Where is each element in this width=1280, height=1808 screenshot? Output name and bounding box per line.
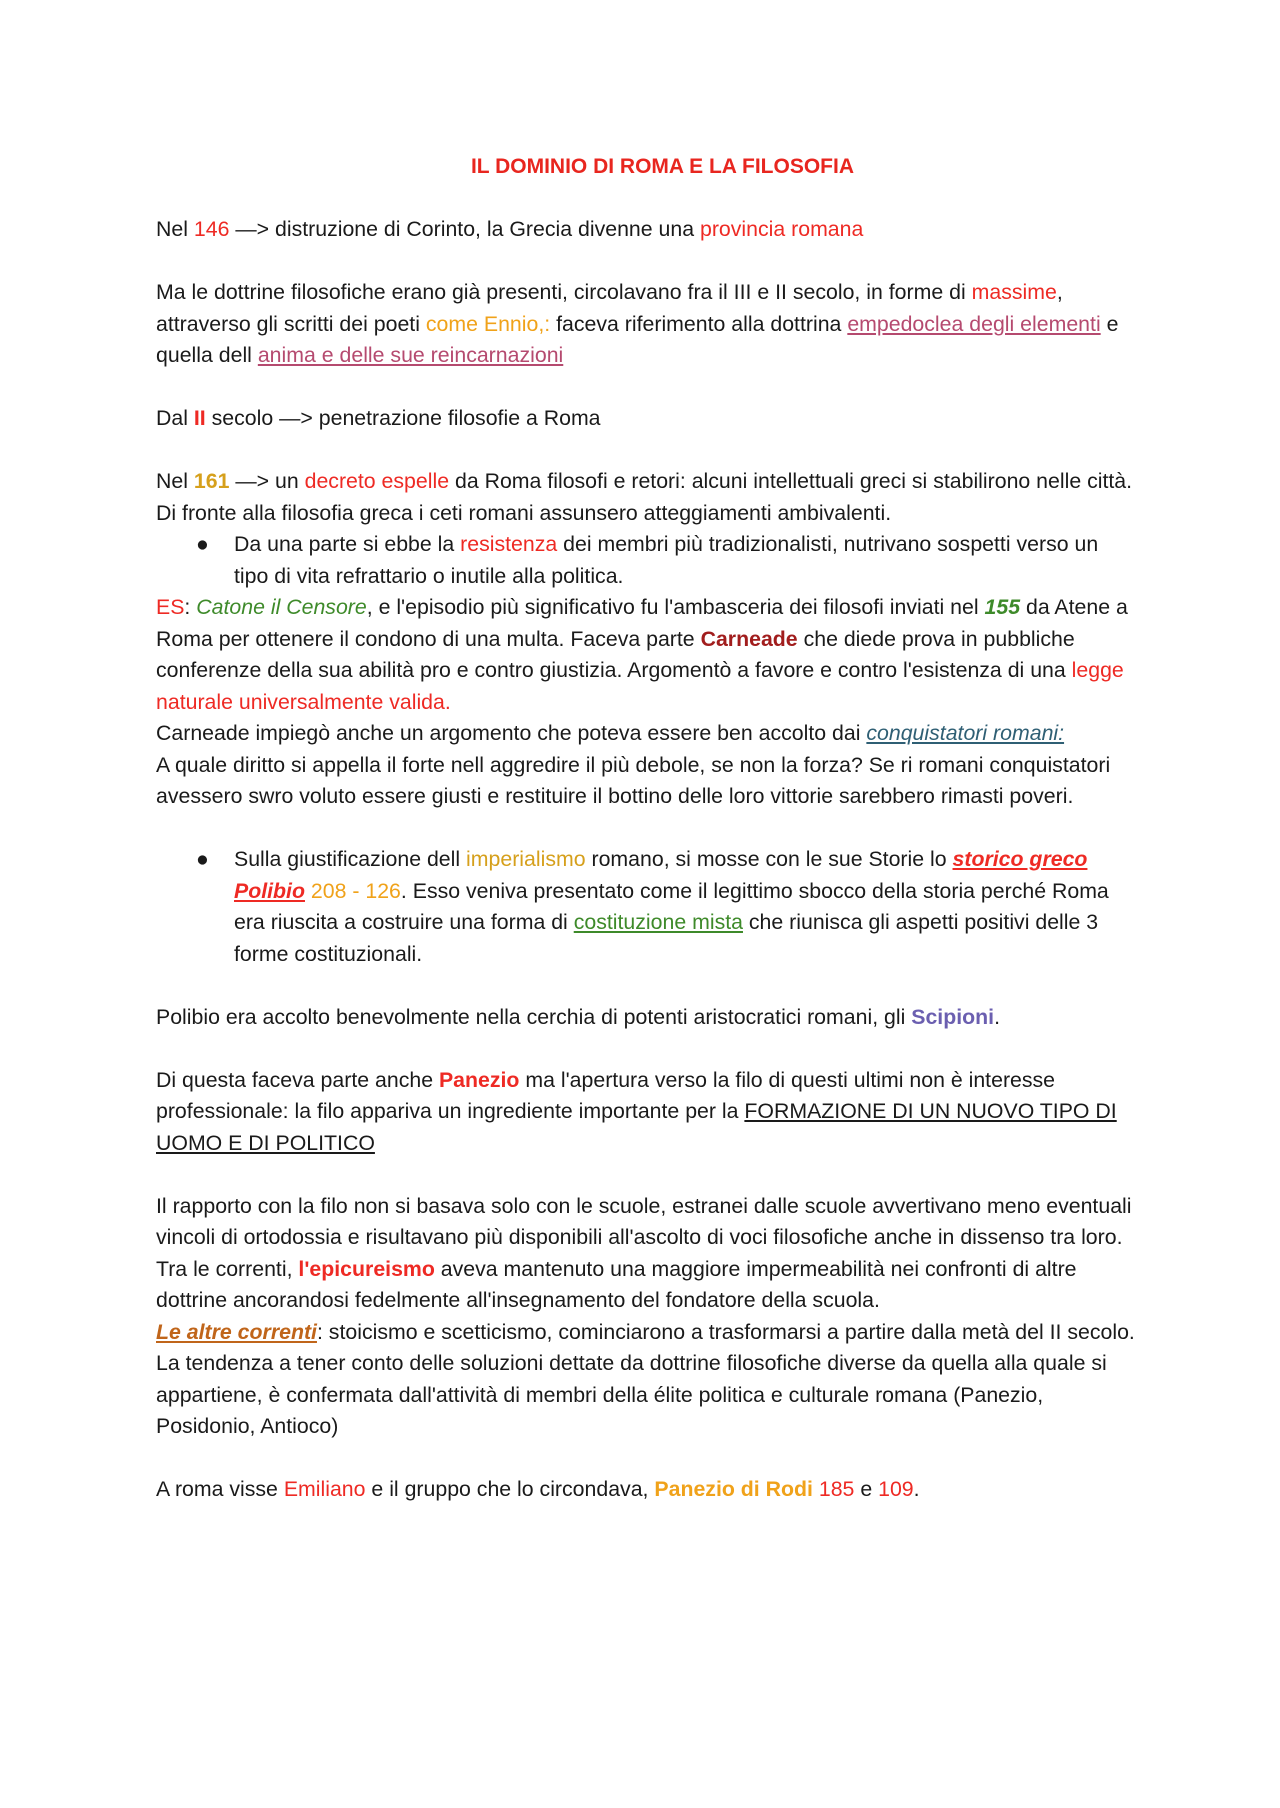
text: e [854,1477,879,1501]
highlight-provincia-romana: provincia romana [699,217,864,241]
bullet-icon: ● [196,532,209,556]
text: . [913,1477,920,1501]
text: Polibio era accolto benevolmente nella cerchia di potenti aristocratici romani, gli [156,1004,912,1029]
paragraph-question: A quale diritto si appella il forte nell aggredire il più debole, se non la forza? Se ri romani conquistatori avessero swro voluto essere giusti e restituire il bottino delle loro vittorie sarebbero rimasti poveri. [156,752,1111,808]
text: secolo —> penetrazione filosofie a Roma [205,406,601,430]
text: Ma le dottrine filosofiche erano già presenti, circolavano fra il III e II secolo, in forme di [156,280,972,304]
label-es: ES [156,595,185,619]
highlight-year-146: 146 [193,217,230,241]
paragraph-schools [156,1191,1135,1317]
text: Il rapporto con la filo non si basava solo con le scuole, estranei dalle scuole avvertivano meno eventuali vincoli di ortodossia e risultavano più disponibili all'ascolto di voci filosofiche anche in dissenso tra loro. Tra le correnti, [156,1193,1132,1281]
text: : stoicismo e scetticismo, cominciarono a trasformarsi a partire dalla metà del II secolo. [316,1319,1135,1344]
highlight-imperialismo: imperialismo [466,847,586,871]
highlight-panezio-di-rodi: Panezio di Rodi [654,1477,813,1501]
highlight-massime: massime [971,280,1057,304]
highlight-ennio: come Ennio,: [425,311,551,336]
underline-formazione: FORMAZIONE DI UN NUOVO TIPO DI UOMO E DI POLITICO [156,1099,1117,1155]
text: aveva mantenuto una maggiore impermeabilità nei confronti di altre dottrine ancorandosi fedelmente all'insegnamento del fondatore della scuola. [156,1256,1077,1312]
text: —> un [229,469,305,493]
paragraph-penetration [156,403,1135,435]
highlight-scipioni: Scipioni [911,1004,995,1029]
paragraph-corinth [156,214,1135,246]
paragraph-scipioni [156,1002,1135,1034]
text: e il gruppo che lo circondava, [365,1477,655,1501]
link-altre-correnti: Le altre correnti [156,1319,317,1344]
text: che diede prova in pubbliche conferenze della sua abilità pro e contro giustizia. Argomentò a favore e contro l'esistenza di una [156,626,1075,682]
paragraph-other-currents [156,1317,1135,1349]
highlight-storico-polibio: storico greco Polibio [234,847,1088,903]
paragraph-doctrines [156,277,1135,372]
highlight-carneade: Carneade [700,626,798,651]
text: romano, si mosse con le sue Storie lo [585,847,953,871]
link-anima-reincarnazioni: anima e delle sue reincarnazioni [257,343,564,367]
text: —> distruzione di Corinto, la Grecia divenne una [229,217,700,241]
text: , e l'episodio più significativo fu l'ambasceria dei filosofi inviati nel [366,595,985,619]
text: e quella dell [156,311,1119,367]
paragraph-catone [156,592,1135,718]
page-title: IL DOMINIO DI ROMA E LA FILOSOFIA [470,155,855,178]
text: . Esso veniva presentato come il legittimo sbocco della storia perché Roma era riuscita a costruire una forma di [234,878,1109,934]
highlight-catone: Catone il Censore [196,595,367,619]
highlight-legge-naturale: legge naturale universalmente valida. [156,658,1124,714]
text: ma l'apertura verso la filo di questi ultimi non è interesse professionale: la filo appariva un ingrediente importante per la [156,1067,1056,1123]
highlight-epicureismo: l'epicureismo [298,1256,435,1281]
paragraph-decree [156,466,1135,498]
highlight-year-155: 155 [984,595,1021,619]
text: da Atene a Roma per ottenere il condono di una multa. Faceva parte [156,595,1128,651]
highlight-century-ii: II [193,406,206,430]
text: A roma visse [156,1477,284,1501]
bullet-item-polibio [156,844,1135,970]
highlight-dates-208-126: 208 - 126 [304,878,401,903]
text: Nel [156,217,194,241]
highlight-year-161: 161 [193,469,230,493]
text: dei membri più tradizionalisti, nutrivano sospetti verso un tipo di vita refrattario o inutile alla politica. [234,532,1099,588]
bullet-item-resistenza [156,529,1135,592]
paragraph-panezio [156,1065,1135,1160]
highlight-year-109: 109 [878,1477,914,1501]
paragraph-ambivalence: Di fronte alla filosofia greca i ceti romani assunsero atteggiamenti ambivalenti. [156,500,892,525]
text: faceva riferimento alla dottrina [550,311,848,336]
highlight-emiliano: Emiliano [283,1477,366,1501]
text: Da una parte si ebbe la [234,532,461,556]
text: Nel [156,469,194,493]
text: da Roma filosofi e retori: alcuni intellettuali greci si stabilirono nelle città. [449,469,1133,493]
link-conquistatori-romani: conquistatori romani: [866,721,1065,745]
paragraph-emiliano [156,1474,1135,1506]
highlight-panezio: Panezio [438,1067,520,1092]
highlight-year-185: 185 [812,1477,855,1501]
text: . [994,1004,1000,1029]
highlight-decreto-espelle: decreto espelle [304,469,450,493]
highlight-resistenza: resistenza [460,532,558,556]
paragraph-tendency: La tendenza a tener conto delle soluzioni dettate da dottrine filosofiche diverse da quella alla quale si appartiene, è confermata dall'attività di membri della élite politica e culturale romana (Panezio, Posidonio, Antioco) [156,1351,1107,1438]
text: Dal [156,406,194,430]
text: Sulla giustificazione dell [234,847,467,871]
link-empedoclea: empedoclea degli elementi [847,311,1101,336]
text: Di questa faceva parte anche [156,1067,439,1092]
text: che riunisca gli aspetti positivi delle 3 forme costituzionali. [234,910,1099,966]
bullet-icon: ● [196,847,209,871]
text: , attraverso gli scritti dei poeti [156,280,1063,336]
link-costituzione-mista: costituzione mista [573,910,743,934]
paragraph-carneade-argument [156,718,1135,750]
text: Carneade impiegò anche un argomento che poteva essere ben accolto dai [156,721,867,745]
text: : [184,595,197,619]
